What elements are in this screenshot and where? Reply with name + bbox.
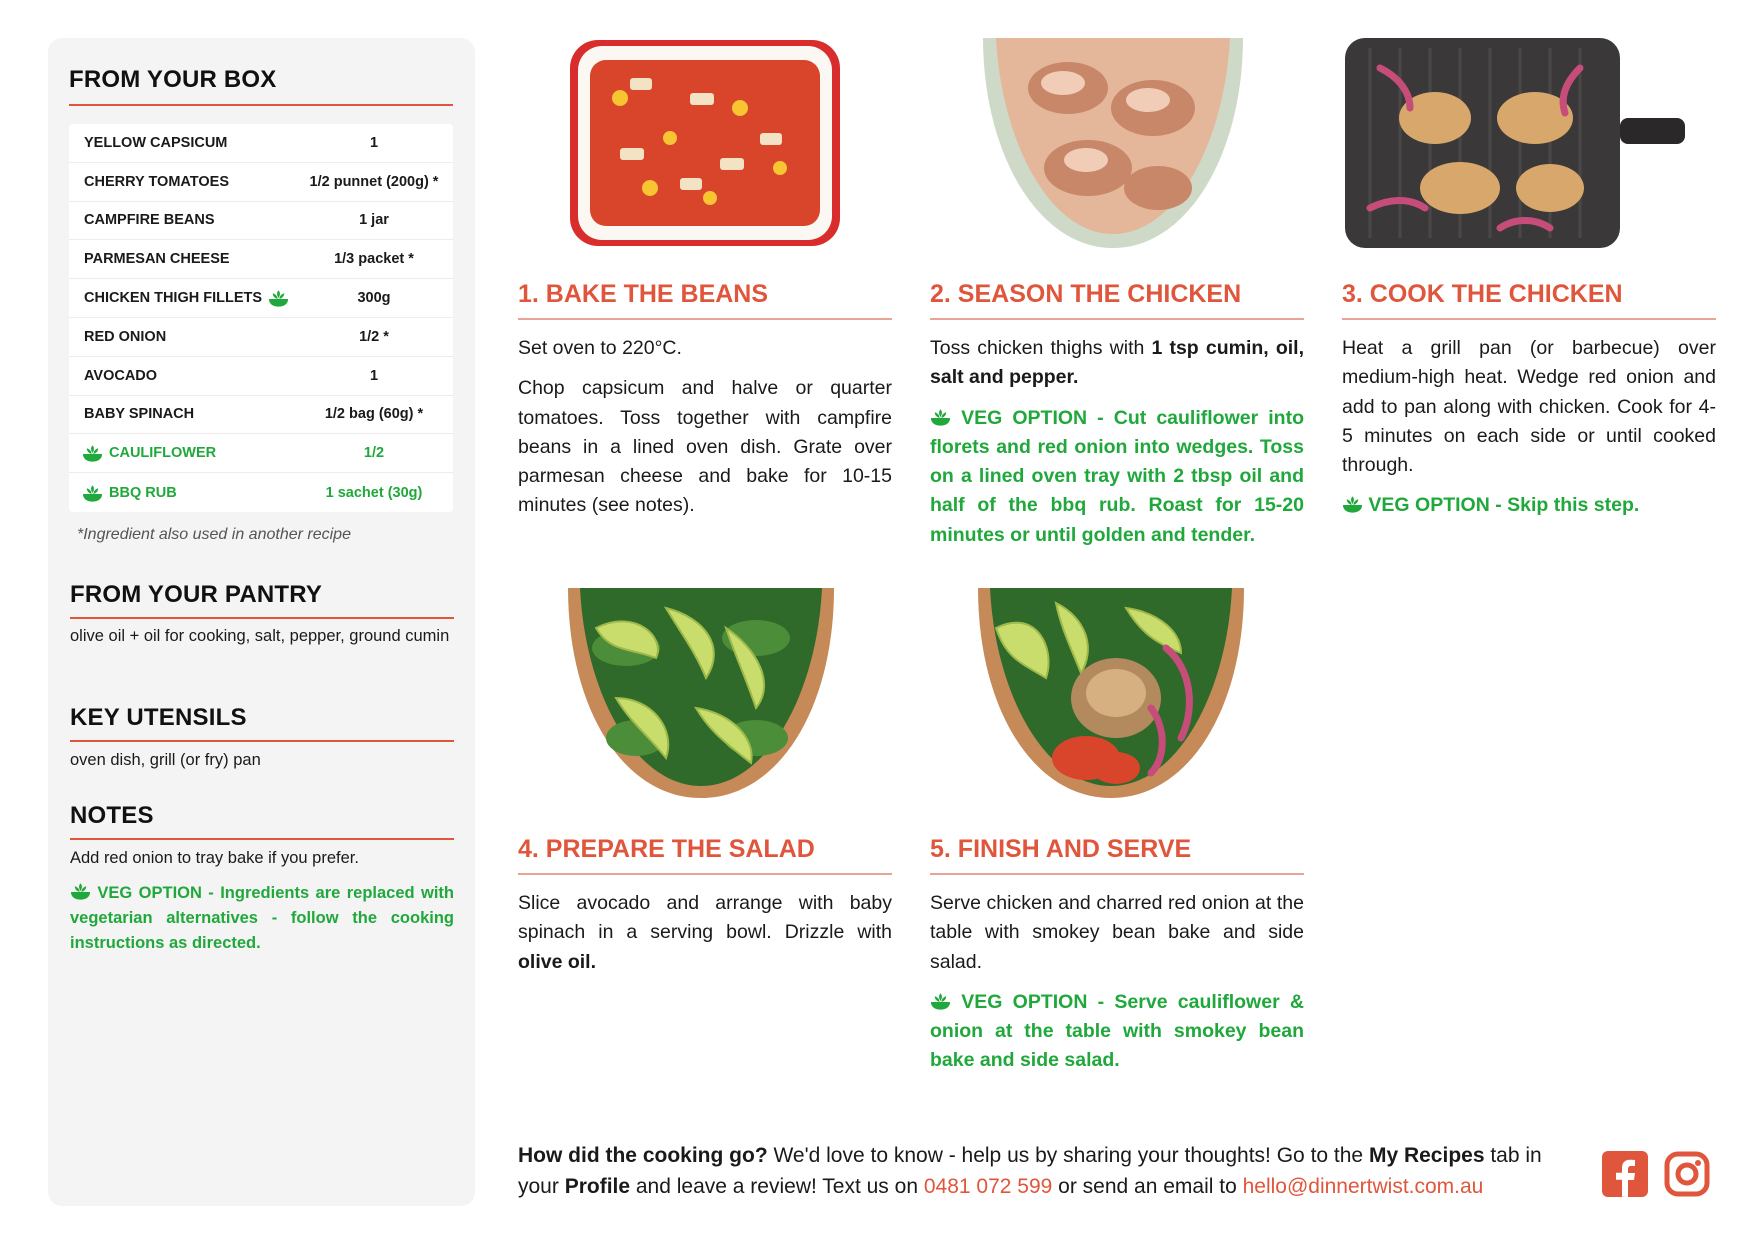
veg-bowl-icon	[82, 483, 103, 503]
ingredient-name-cell	[69, 212, 295, 228]
step-5-veg-text: VEG OPTION - Serve cauliflower & onion at the table with smokey bean bake and side salad.	[930, 990, 1304, 1072]
ingredient-row	[69, 279, 453, 318]
step-1-title: 1. BAKE THE BEANS	[518, 280, 769, 308]
step-1-p2: Chop capsicum and halve or quarter tomatoes. Toss together with campfire beans in a lined oven dish. Grate over parmesan cheese and bake for 10-15 minutes (see notes).	[518, 377, 892, 517]
profile-link[interactable]: Profile	[564, 1175, 631, 1198]
facebook-icon[interactable]	[1602, 1151, 1648, 1197]
ingredient-name: CAULIFLOWER	[109, 445, 217, 462]
ingredient-name: BABY SPINACH	[84, 406, 195, 423]
salad-photo	[556, 588, 846, 798]
footer-text-4: or send an email to	[1052, 1175, 1243, 1198]
step-4-title: 4. PREPARE THE SALAD	[518, 835, 815, 863]
ingredient-row	[69, 473, 453, 512]
ingredient-quantity: 1/2	[363, 445, 385, 462]
veg-bowl-icon	[268, 288, 289, 308]
step-5-p1: Serve chicken and charred red onion at the table with smokey bean bake and side salad.	[930, 892, 1304, 973]
ingredient-quantity: 1	[369, 134, 379, 151]
footer-question: How did the cooking go?	[518, 1144, 768, 1167]
ingredient-name-cell	[69, 251, 295, 267]
step-3-text	[1342, 334, 1716, 532]
ingredient-row	[69, 396, 453, 435]
ingredients-table	[69, 124, 453, 512]
pantry-title: FROM YOUR PANTRY	[70, 581, 323, 608]
footnote: *Ingredient also used in another recipe	[77, 526, 351, 543]
ingredient-name-cell	[69, 174, 295, 190]
veg-bowl-icon	[82, 443, 103, 463]
step-3-p1: Heat a grill pan (or barbecue) over medium-high heat. Wedge red onion and add to pan along with chicken. Cook for 4-5 minutes on each side or until cooked through.	[1342, 337, 1716, 477]
email-link[interactable]: hello@dinnertwist.com.au	[1242, 1175, 1484, 1198]
footer-text-2: tab in your	[518, 1144, 1542, 1198]
veg-bowl-icon	[930, 991, 951, 1011]
ingredient-row	[69, 318, 453, 357]
divider	[70, 617, 454, 619]
step-2-p1-text: Toss chicken thighs with	[930, 337, 1152, 359]
veg-bowl-icon	[70, 881, 91, 901]
ingredient-row	[69, 357, 453, 396]
feedback-footer	[518, 1140, 1578, 1202]
veg-bowl-icon	[1342, 494, 1363, 514]
step-4-p1-bold: olive oil.	[518, 950, 597, 973]
step-2-text	[930, 334, 1304, 561]
divider	[69, 104, 453, 106]
ingredient-row	[69, 163, 453, 202]
ingredient-quantity: 1	[369, 367, 379, 384]
step-4-p1-text: Slice avocado and arrange with baby spinach in a serving bowl. Drizzle with	[518, 892, 892, 944]
step-4-text	[518, 889, 892, 988]
seasoned-chicken-photo	[968, 38, 1258, 248]
step-5-title: 5. FINISH AND SERVE	[930, 835, 1192, 863]
notes-title: NOTES	[70, 802, 154, 829]
phone-link[interactable]: 0481 072 599	[923, 1175, 1053, 1198]
notes-veg-text: VEG OPTION - Ingredients are replaced with vegetarian alternatives - follow the cooking instructions as directed.	[70, 884, 454, 952]
step-2-title: 2. SEASON THE CHICKEN	[930, 280, 1242, 308]
divider	[70, 838, 454, 840]
footer-text-3: and leave a review! Text us on	[630, 1175, 924, 1198]
ingredient-name: PARMESAN CHEESE	[84, 251, 230, 268]
ingredient-name-cell	[69, 135, 295, 151]
ingredient-row	[69, 124, 453, 163]
step-3-veg-option	[1342, 491, 1716, 520]
ingredient-name-cell	[69, 443, 295, 463]
step-1-p1: Set oven to 220°C.	[518, 337, 682, 359]
ingredient-row	[69, 434, 453, 473]
divider	[70, 740, 454, 742]
ingredient-quantity: 300g	[357, 290, 391, 307]
bean-bake-photo	[560, 38, 850, 248]
ingredient-name-cell	[69, 483, 295, 503]
step-5-veg-option	[930, 988, 1304, 1076]
ingredient-quantity: 1/2 punnet (200g) *	[309, 173, 439, 190]
step-3-title: 3. COOK THE CHICKEN	[1342, 280, 1623, 308]
ingredient-row	[69, 202, 453, 241]
divider	[930, 318, 1304, 320]
grill-pan-photo	[1340, 38, 1690, 248]
ingredient-name: AVOCADO	[84, 367, 158, 384]
ingredient-quantity: 1 sachet (30g)	[325, 484, 423, 501]
utensils-title: KEY UTENSILS	[70, 704, 247, 731]
ingredient-quantity: 1 jar	[359, 212, 389, 229]
from-your-box-title: FROM YOUR BOX	[69, 66, 277, 93]
ingredient-name-cell	[69, 288, 295, 308]
ingredient-quantity: 1/2 bag (60g) *	[324, 406, 424, 423]
my-recipes-link[interactable]: My Recipes	[1368, 1144, 1485, 1167]
step-2-veg-option	[930, 404, 1304, 550]
ingredient-quantity: 1/2 *	[359, 328, 389, 345]
footer-text-1: We'd love to know - help us by sharing your thoughts! Go to the	[767, 1144, 1369, 1167]
ingredient-quantity: 1/3 packet *	[334, 251, 414, 268]
ingredient-name: RED ONION	[84, 328, 167, 345]
utensils-text: oven dish, grill (or fry) pan	[70, 751, 261, 769]
finished-dish-photo	[966, 588, 1256, 798]
ingredient-name: CHERRY TOMATOES	[84, 173, 230, 190]
step-4-p1	[518, 889, 892, 977]
step-1-text	[518, 334, 892, 532]
divider	[930, 873, 1304, 875]
ingredient-name: CHICKEN THIGH FILLETS	[84, 290, 263, 307]
ingredient-name-cell	[69, 368, 295, 384]
pantry-text: olive oil + oil for cooking, salt, pepper, ground cumin	[70, 627, 450, 645]
divider	[518, 873, 892, 875]
ingredient-row	[69, 240, 453, 279]
ingredient-name: YELLOW CAPSICUM	[84, 134, 228, 151]
ingredient-name: BBQ RUB	[109, 484, 177, 501]
ingredient-name-cell	[69, 329, 295, 345]
step-5-text	[930, 889, 1304, 1087]
ingredient-name: CAMPFIRE BEANS	[84, 212, 215, 229]
veg-bowl-icon	[930, 407, 951, 427]
ingredient-name-cell	[69, 406, 295, 422]
notes-veg-option	[70, 881, 454, 956]
step-3-veg-text: VEG OPTION - Skip this step.	[1368, 494, 1640, 517]
divider	[518, 318, 892, 320]
notes-text: Add red onion to tray bake if you prefer.	[70, 849, 359, 867]
step-2-p1-bold: 1 tsp cumin, oil, salt and pepper.	[930, 337, 1304, 389]
instagram-icon[interactable]	[1664, 1151, 1710, 1197]
ingredients-sidebar	[48, 38, 475, 1206]
divider	[1342, 318, 1716, 320]
step-2-p1	[930, 334, 1304, 393]
step-2-veg-text: VEG OPTION - Cut cauliflower into florets and red onion into wedges. Toss on a lined oven tray with 2 tbsp oil and half of the bbq rub. Roast for 15-20 minutes or until golden and tender.	[930, 406, 1304, 546]
